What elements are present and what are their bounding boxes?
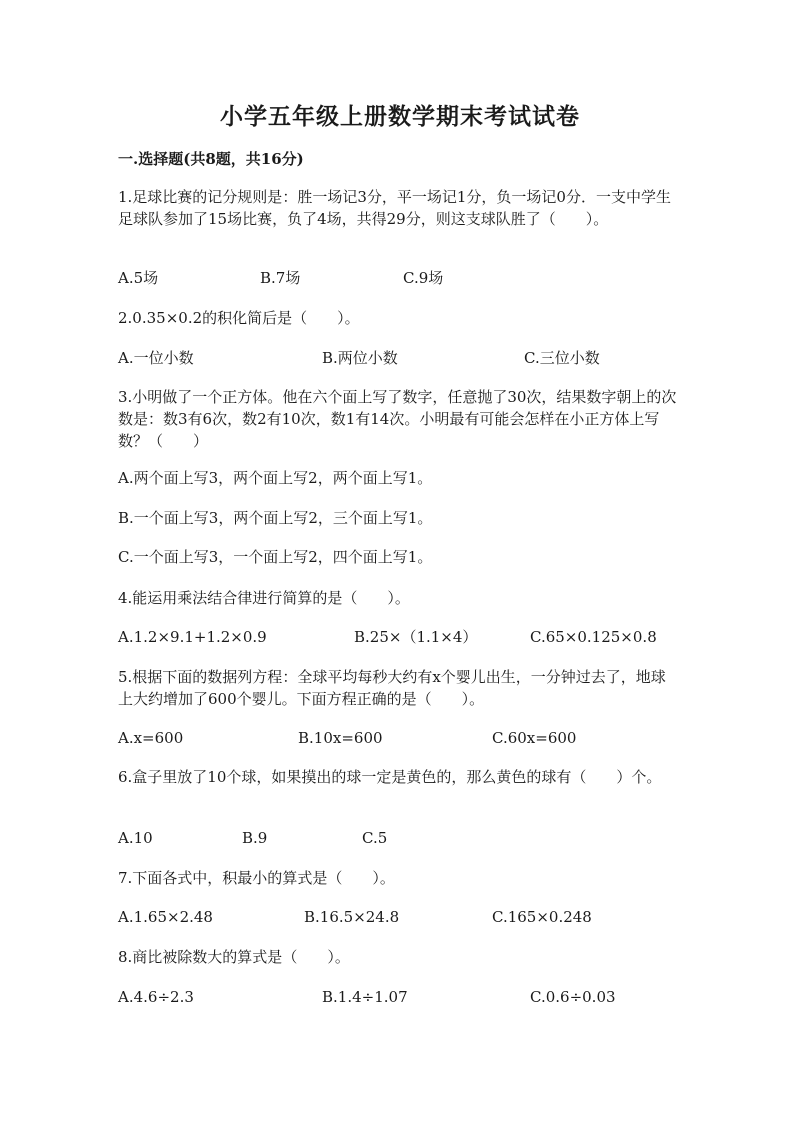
question-8-option-a[interactable]: A.4.6÷2.3 bbox=[118, 988, 194, 1006]
question-2-option-b[interactable]: B.两位小数 bbox=[322, 349, 398, 367]
question-5-option-b[interactable]: B.10x=600 bbox=[298, 729, 383, 747]
question-4-options bbox=[118, 626, 698, 648]
question-3-option-a[interactable]: A.两个面上写3，两个面上写2，两个面上写1。 bbox=[118, 469, 433, 487]
question-5-stem: 5.根据下面的数据列方程：全球平均每秒大约有x个婴儿出生，一分钟过去了，地球上大约增加了600个婴儿。下面方程正确的是（ ）。 bbox=[118, 668, 666, 708]
question-6-option-a[interactable]: A.10 bbox=[118, 829, 153, 847]
question-1-stem: 1.足球比赛的记分规则是：胜一场记3分，平一场记1分，负一场记0分．一支中学生足球队参加了15场比赛，负了4场，共得29分，则这支球队胜了（ ）。 bbox=[118, 188, 671, 228]
question-3-option-b[interactable]: B.一个面上写3，两个面上写2，三个面上写1。 bbox=[118, 509, 433, 527]
question-3-stem: 3.小明做了一个正方体。他在六个面上写了数字，任意抛了30次，结果数字朝上的次数是：数3有6次，数2有10次，数1有14次。小明最有可能会怎样在小正方体上写数？（ ） bbox=[118, 388, 677, 450]
question-7-stem: 7.下面各式中，积最小的算式是（ ）。 bbox=[118, 869, 395, 887]
question-2-options bbox=[118, 347, 698, 369]
question-6-option-b[interactable]: B.9 bbox=[242, 829, 268, 847]
section-heading: 一.选择题(共8题，共16分) bbox=[118, 150, 304, 168]
question-6-options bbox=[118, 827, 698, 849]
question-8-options bbox=[118, 986, 698, 1008]
question-1-option-c[interactable]: C.9场 bbox=[403, 269, 444, 287]
question-6-stem: 6.盒子里放了10个球，如果摸出的球一定是黄色的，那么黄色的球有（ ）个。 bbox=[118, 768, 662, 786]
question-7-option-c[interactable]: C.165×0.248 bbox=[492, 908, 592, 926]
question-4-option-b[interactable]: B.25×（1.1×4） bbox=[354, 628, 478, 646]
question-5-option-a[interactable]: A.x=600 bbox=[118, 729, 184, 747]
question-3-option-c[interactable]: C.一个面上写3，一个面上写2，四个面上写1。 bbox=[118, 548, 433, 566]
question-2-stem: 2.0.35×0.2的积化简后是（ ）。 bbox=[118, 309, 360, 327]
question-8-option-b[interactable]: B.1.4÷1.07 bbox=[322, 988, 408, 1006]
question-1-options bbox=[118, 267, 698, 289]
exam-title: 小学五年级上册数学期末考试试卷 bbox=[220, 103, 580, 130]
question-4-option-c[interactable]: C.65×0.125×0.8 bbox=[530, 628, 657, 646]
question-5-options bbox=[118, 727, 698, 749]
question-2-option-a[interactable]: A.一位小数 bbox=[118, 349, 194, 367]
question-4-stem: 4.能运用乘法结合律进行简算的是（ ）。 bbox=[118, 589, 410, 607]
question-8-stem: 8.商比被除数大的算式是（ ）。 bbox=[118, 948, 350, 966]
question-2-option-c[interactable]: C.三位小数 bbox=[524, 349, 600, 367]
question-4-option-a[interactable]: A.1.2×9.1+1.2×0.9 bbox=[118, 628, 267, 646]
question-7-option-b[interactable]: B.16.5×24.8 bbox=[304, 908, 400, 926]
question-8-option-c[interactable]: C.0.6÷0.03 bbox=[530, 988, 616, 1006]
question-1-option-b[interactable]: B.7场 bbox=[260, 269, 301, 287]
question-5-option-c[interactable]: C.60x=600 bbox=[492, 729, 577, 747]
question-7-option-a[interactable]: A.1.65×2.48 bbox=[118, 908, 213, 926]
question-7-options bbox=[118, 906, 698, 928]
question-1-option-a[interactable]: A.5场 bbox=[118, 269, 159, 287]
question-6-option-c[interactable]: C.5 bbox=[362, 829, 388, 847]
